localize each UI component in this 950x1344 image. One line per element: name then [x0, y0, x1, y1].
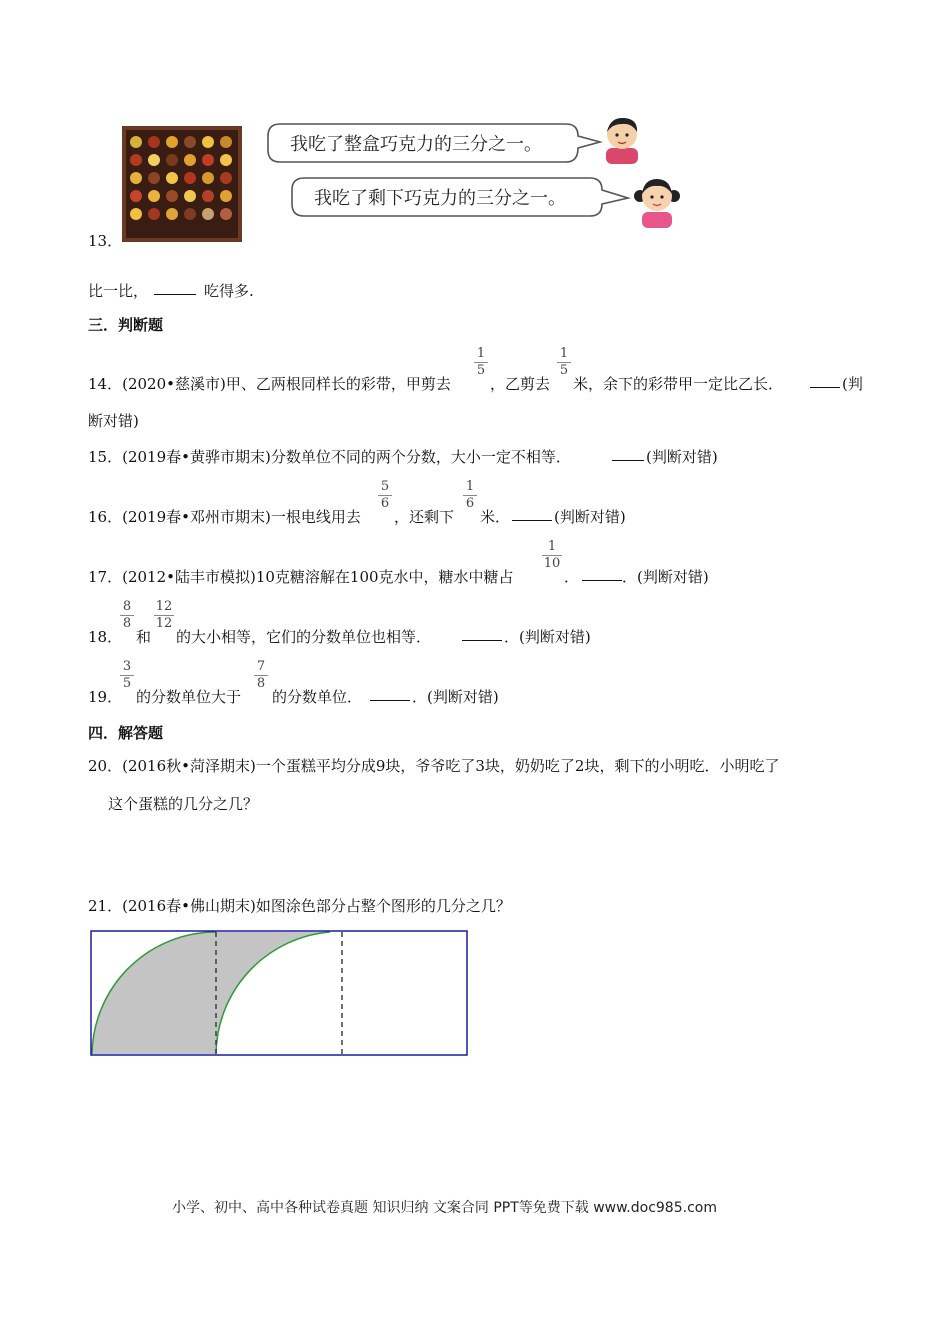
q16-fraction-2: 1 6 — [463, 480, 477, 511]
q16-text-part1: 16．(2019春•邓州市期末)一根电线用去 — [88, 508, 361, 526]
q21-text: 21．(2016春•佛山期末)如图涂色部分占整个图形的几分之几？ — [88, 897, 511, 915]
q17-text-part3: ．(判断对错) — [622, 568, 709, 586]
section-3-title: 三．判断题 — [88, 316, 164, 334]
q18-text-part3: ．(判断对错) — [504, 628, 591, 646]
q20-text-line1: 20．(2016秋•菏泽期末)一个蛋糕平均分成9块，爷爷吃了3块，奶奶吃了2块，剩下的小明吃．小明吃了 — [88, 757, 780, 775]
girl-avatar — [632, 174, 682, 228]
q18-fraction-2: 12 12 — [155, 599, 173, 631]
q17-answer-blank[interactable] — [582, 566, 622, 581]
q18-fraction-1: 8 8 — [120, 600, 134, 631]
girl-speech-bubble — [290, 176, 634, 218]
q18-text-part1: 和 — [136, 628, 152, 646]
q14-fraction-2: 1 5 — [557, 347, 571, 378]
q16-fraction-1: 5 6 — [378, 480, 392, 511]
q19-text-part3: ．(判断对错) — [412, 688, 499, 706]
q19-fraction-2: 7 8 — [254, 660, 268, 691]
boy-speech-bubble — [266, 122, 606, 164]
q17-text-part2: ． — [564, 568, 580, 586]
q14-text-part3: 米，余下的彩带甲一定比乙长． — [573, 375, 784, 393]
boy-avatar — [600, 114, 644, 164]
q18-answer-blank[interactable] — [462, 626, 502, 641]
q14-text-line2: 断对错) — [88, 412, 139, 430]
q19-number: 19． — [88, 688, 123, 706]
q16-text-part3: 米． — [480, 508, 511, 526]
q17-text-part1: 17．(2012•陆丰市模拟)10克糖溶解在100克水中，糖水中糖占 — [88, 568, 514, 586]
shaded-figure — [90, 930, 470, 1058]
q14-text-part4: (判 — [842, 375, 863, 393]
q19-answer-blank[interactable] — [370, 686, 410, 701]
q18-number: 18． — [88, 628, 123, 646]
chocolate-box-image — [122, 126, 242, 242]
q16-text-part4: (判断对错) — [554, 508, 626, 526]
q15-text-part2: (判断对错) — [646, 448, 718, 466]
q13-compare-prefix: 比一比， — [88, 282, 149, 300]
q13-compare-suffix: 吃得多. — [204, 282, 254, 300]
q19-fraction-1: 3 5 — [120, 660, 134, 691]
q17-fraction-1: 1 10 — [543, 539, 561, 571]
q14-text-part1: 14．(2020•慈溪市)甲、乙两根同样长的彩带，甲剪去 — [88, 375, 451, 393]
q16-text-part2: ，还剩下 — [394, 508, 455, 526]
section-4-title: 四．解答题 — [88, 724, 164, 742]
q20-text-line2: 这个蛋糕的几分之几？ — [108, 795, 259, 813]
q18-text-part2: 的大小相等，它们的分数单位也相等． — [176, 628, 432, 646]
q14-text-part2: ，乙剪去 — [490, 375, 551, 393]
q19-text-part2: 的分数单位． — [272, 688, 363, 706]
q15-answer-blank[interactable] — [612, 446, 644, 461]
q14-fraction-1: 1 5 — [474, 347, 488, 378]
girl-speech-text: 我吃了剩下巧克力的三分之一。 — [314, 188, 566, 209]
q13-answer-blank[interactable] — [154, 280, 196, 295]
q14-answer-blank[interactable] — [810, 373, 840, 388]
q13-number: 13． — [88, 232, 123, 250]
q16-answer-blank[interactable] — [512, 506, 552, 521]
page-footer: 小学、初中、高中各种试卷真题 知识归纳 文案合同 PPT等免费下载 www.doc985.com — [172, 1200, 717, 1216]
q19-text-part1: 的分数单位大于 — [136, 688, 242, 706]
boy-speech-text: 我吃了整盒巧克力的三分之一。 — [290, 134, 542, 155]
q15-text-part1: 15．(2019春•黄骅市期末)分数单位不同的两个分数，大小一定不相等． — [88, 448, 571, 466]
